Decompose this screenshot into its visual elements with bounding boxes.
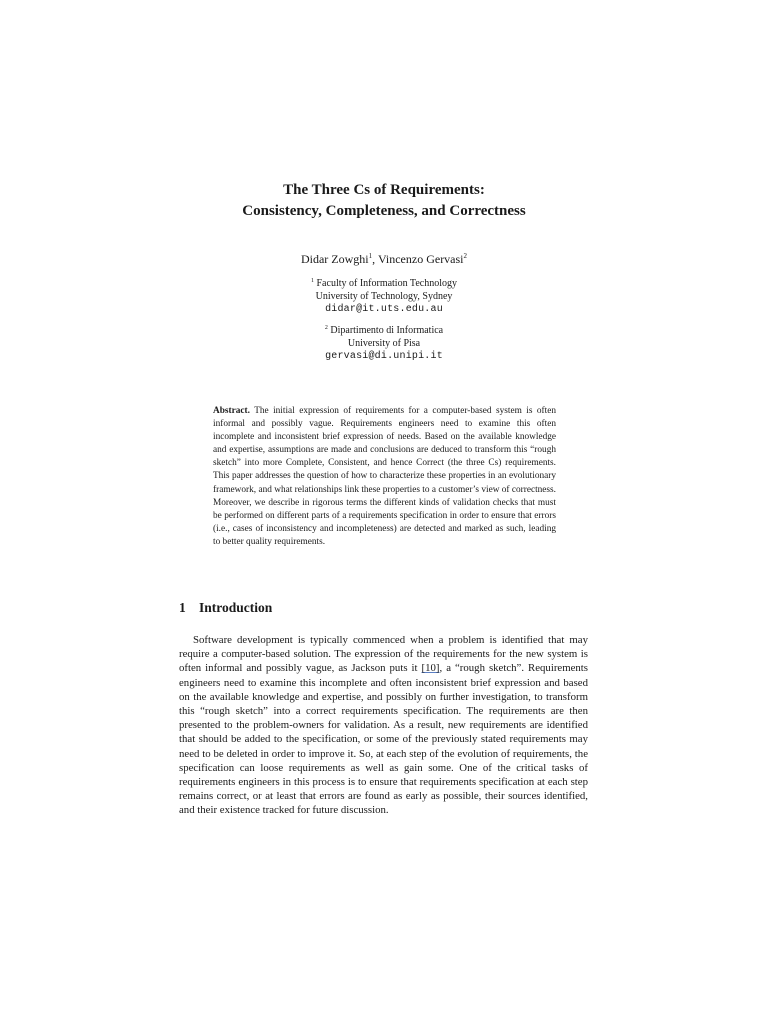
abstract-text: The initial expression of requirements for a computer-based system is often informal and possibly vague. Requirements engineers need to examine this often incomplete and inconsistent brief expression of needs. Based on the available knowledge and expertise, assumptions are made and conclusions are deduced to transform this “rough sketch” into more Complete, Consistent, and hence Correct (the three Cs) requirements. This paper addresses the question of how to characterize these properties in an evolutionary framework, and what relationships link these properties to a customer’s view of correctness. Moreover, we describe in rigorous terms the different kinds of validation checks that must be performed on different parts of a requirements specification in order to ensure that errors (i.e., cases of inconsistency and incompleteness) are detected and marked as such, leading to better quality requirements.	[213, 406, 556, 547]
section-heading	[179, 599, 272, 617]
author-email[interactable]: didar@it.uts.edu.au	[325, 304, 443, 315]
author-email[interactable]: gervasi@di.unipi.it	[325, 351, 443, 362]
author-affiliation-mark: 2	[463, 252, 468, 260]
author-name: Vincenzo Gervasi	[377, 252, 464, 266]
affiliation-university: University of Pisa	[347, 338, 421, 349]
affiliation-mark: 1	[311, 278, 314, 284]
paper-title-line-2: Consistency, Completeness, and Correctness	[242, 203, 526, 219]
author-name: Didar Zowghi	[300, 252, 369, 266]
abstract-label: Abstract.	[213, 406, 250, 416]
affiliation-mark: 2	[324, 325, 328, 331]
author-affiliation-mark: 1	[368, 252, 373, 260]
affiliation-department: $^2$ Dipartimento di Informatica	[324, 325, 444, 336]
abstract	[213, 405, 556, 549]
affiliation-block	[0, 322, 768, 363]
author-separator: ,	[372, 252, 378, 266]
affiliation-department: $^1$ Faculty of Information Technology	[311, 278, 457, 289]
section-number: 1	[179, 600, 186, 615]
affiliation-block	[0, 275, 768, 316]
author-list	[0, 248, 768, 267]
paper-title-line-1: The Three Cs of Requirements:	[283, 182, 485, 198]
citation-link[interactable]: [10]	[421, 662, 440, 675]
introduction-paragraph: Software development is typically commenced when a problem is identified that may require a computer-based solution. The expression of the requirements for the new system is often informal and possibly vague, as Jackson puts it [10], a “rough sketch”. Requirements engineers need to examine this incomplete and often inconsistent brief expression and based on the available knowledge and expertise, and possibly on further investigation, to transform this “rough sketch” into a correct requirements specification. The requirements are then presented to the problem-owners for validation. As a result, new requirements are identified that should be added to the specification, or some of the previously stated requirements may need to be deleted in order to improve it. So, at each step of the evolution of requirements, the specification can loose requirements as well as gain some. One of the critical tasks of requirements engineers in this process is to ensure that requirements specification at each step remains correct, or at least that errors are found as early as possible, their sources identified, and their existence tracked for future discussion.	[179, 634, 588, 817]
affiliation-university: University of Technology, Sydney	[315, 291, 453, 302]
section-title: Introduction	[199, 600, 273, 615]
